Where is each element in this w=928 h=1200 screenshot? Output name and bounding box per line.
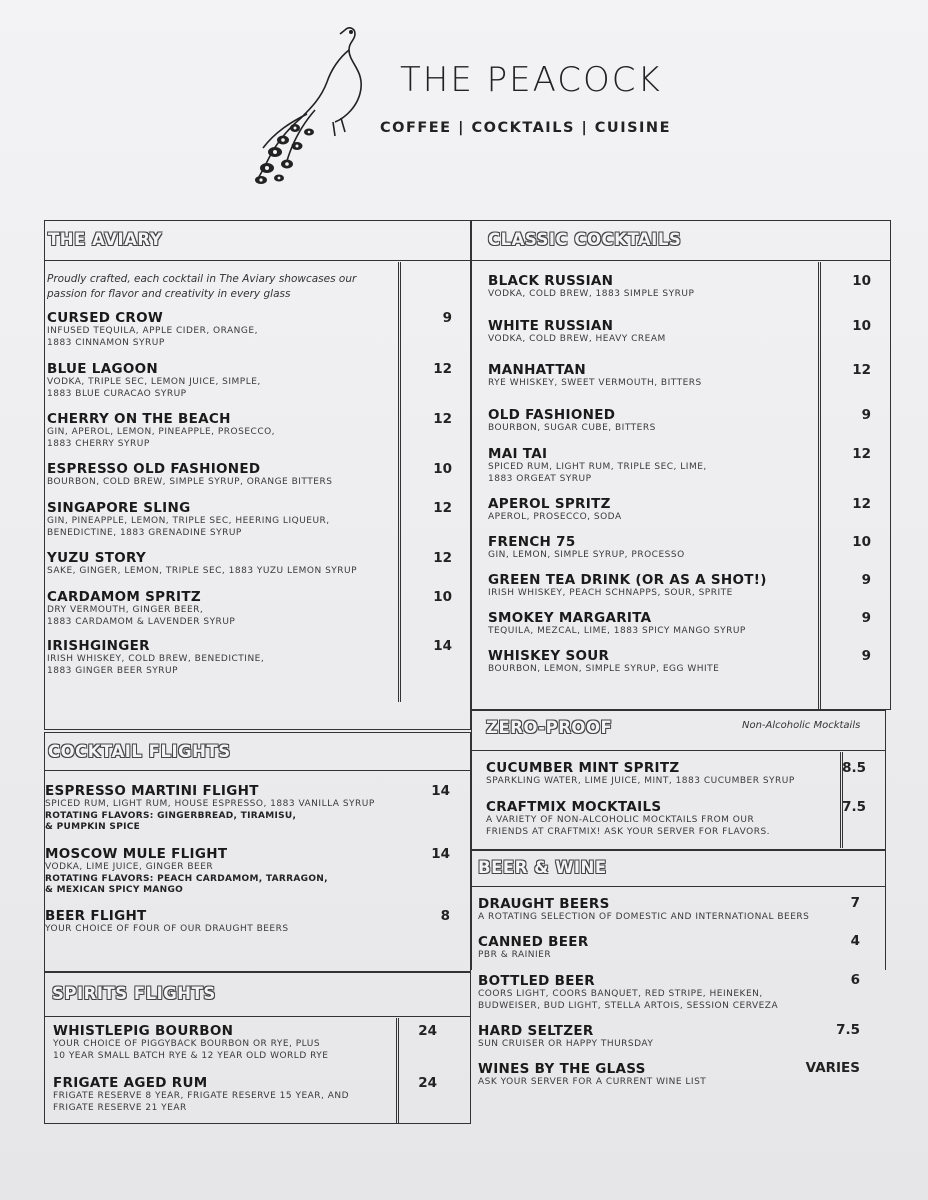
- item-description: A ROTATING SELECTION OF DOMESTIC AND INTERNATIONAL BEERS: [478, 912, 810, 922]
- item-price: 7.5: [836, 1022, 860, 1038]
- zero-proof-title: ZERO-PROOF: [486, 718, 613, 737]
- item-price: 12: [433, 550, 452, 566]
- menu-item: [488, 534, 685, 562]
- divider: [44, 1016, 471, 1017]
- item-description: GIN, APEROL, LEMON, PINEAPPLE, PROSECCO, 1883 CHERRY SYRUP: [47, 427, 276, 449]
- menu-item: [488, 572, 767, 600]
- item-description: INFUSED TEQUILA, APPLE CIDER, ORANGE, 1883 CINNAMON SYRUP: [47, 326, 258, 348]
- item-price: 14: [433, 638, 452, 654]
- item-price: 10: [852, 318, 871, 334]
- menu-item: [486, 799, 770, 838]
- item-description: APEROL, PROSECCO, SODA: [488, 512, 622, 522]
- item-description: IRISH WHISKEY, PEACH SCHNAPPS, SOUR, SPRITE: [488, 588, 733, 598]
- item-description: VODKA, COLD BREW, HEAVY CREAM: [488, 334, 666, 344]
- beer-wine-title: BEER & WINE: [478, 858, 607, 877]
- item-description: VODKA, COLD BREW, 1883 SIMPLE SYRUP: [488, 289, 695, 299]
- item-price: 7: [850, 895, 860, 911]
- item-name: CARDAMOM SPRITZ: [47, 589, 201, 605]
- item-price: 10: [852, 273, 871, 289]
- item-description: FRIGATE RESERVE 8 YEAR, FRIGATE RESERVE 15 YEAR, AND FRIGATE RESERVE 21 YEAR: [53, 1091, 350, 1113]
- menu-item: [488, 648, 719, 676]
- item-description: BOURBON, LEMON, SIMPLE SYRUP, EGG WHITE: [488, 664, 720, 674]
- item-name: WHISTLEPIG BOURBON: [53, 1023, 234, 1039]
- item-name: ESPRESSO OLD FASHIONED: [47, 461, 261, 477]
- item-description: A VARIETY OF NON-ALCOHOLIC MOCKTAILS FROM OUR FRIENDS AT CRAFTMIX! ASK YOUR SERVER FOR FLAVORS.: [486, 815, 771, 837]
- menu-item: [488, 610, 746, 638]
- divider: [44, 770, 471, 771]
- item-description: YOUR CHOICE OF FOUR OF OUR DRAUGHT BEERS: [45, 924, 289, 934]
- aviary-title: THE AVIARY: [48, 230, 163, 249]
- item-name: BOTTLED BEER: [478, 973, 595, 989]
- item-name: CANNED BEER: [478, 934, 589, 950]
- item-description: SPICED RUM, LIGHT RUM, TRIPLE SEC, LIME, 1883 ORGEAT SYRUP: [488, 462, 707, 484]
- item-name: APEROL SPRITZ: [488, 496, 611, 512]
- divider: [818, 262, 821, 710]
- menu-item: [45, 783, 375, 834]
- item-name: BLUE LAGOON: [47, 361, 158, 377]
- brand-name: THE PEACOCK: [400, 60, 662, 100]
- item-description: TEQUILA, MEZCAL, LIME, 1883 SPICY MANGO SYRUP: [488, 626, 746, 636]
- item-description: COORS LIGHT, COORS BANQUET, RED STRIPE, HEINEKEN, BUDWEISER, BUD LIGHT, STELLA ARTOIS, SESSION CERVEZA: [478, 989, 779, 1011]
- menu-item: [53, 1023, 328, 1062]
- item-description: RYE WHISKEY, SWEET VERMOUTH, BITTERS: [488, 378, 702, 388]
- item-name: IRISHGINGER: [47, 638, 150, 654]
- menu-item: [45, 908, 289, 936]
- menu-item: [47, 638, 264, 677]
- menu-item: [47, 500, 330, 539]
- item-name: WHISKEY SOUR: [488, 648, 610, 664]
- item-name: CUCUMBER MINT SPRITZ: [486, 760, 680, 776]
- classic-title: CLASSIC COCKTAILS: [488, 230, 682, 249]
- menu-item: [488, 362, 702, 390]
- zero-proof-note: Non-Alcoholic Mocktails: [742, 720, 861, 731]
- item-price: 10: [852, 534, 871, 550]
- item-name: HARD SELTZER: [478, 1023, 594, 1039]
- item-price: 12: [433, 411, 452, 427]
- item-price: 14: [431, 846, 450, 862]
- item-description: VODKA, LIME JUICE, GINGER BEER: [45, 862, 214, 872]
- menu-item: [486, 760, 795, 788]
- tagline: COFFEE | COCKTAILS | CUISINE: [380, 120, 671, 136]
- divider: [398, 262, 401, 702]
- item-price: 12: [433, 361, 452, 377]
- menu-item: [488, 496, 622, 524]
- item-price: 10: [433, 589, 452, 605]
- item-description: BOURBON, SUGAR CUBE, BITTERS: [488, 423, 656, 433]
- item-name: WHITE RUSSIAN: [488, 318, 614, 334]
- item-name: OLD FASHIONED: [488, 407, 616, 423]
- menu-item: [45, 846, 328, 897]
- item-name: CHERRY ON THE BEACH: [47, 411, 231, 427]
- item-description: SPARKLING WATER, LIME JUICE, MINT, 1883 CUCUMBER SYRUP: [486, 776, 795, 786]
- menu-item: [478, 1023, 653, 1051]
- menu-item: [478, 934, 589, 962]
- item-rotating-flavors: ROTATING FLAVORS: PEACH CARDAMOM, TARRAGON, & MEXICAN SPICY MANGO: [45, 873, 328, 895]
- item-name: MOSCOW MULE FLIGHT: [45, 846, 228, 862]
- item-price: 9: [861, 407, 871, 423]
- menu-item: [47, 461, 332, 489]
- item-description: ASK YOUR SERVER FOR A CURRENT WINE LIST: [478, 1077, 707, 1087]
- item-price: 8.5: [842, 760, 866, 776]
- item-name: BLACK RUSSIAN: [488, 273, 614, 289]
- item-name: DRAUGHT BEERS: [478, 896, 610, 912]
- item-description: VODKA, TRIPLE SEC, LEMON JUICE, SIMPLE, 1883 BLUE CURACAO SYRUP: [47, 377, 261, 399]
- item-price: 8: [440, 908, 450, 924]
- item-price: 12: [852, 362, 871, 378]
- item-name: ESPRESSO MARTINI FLIGHT: [45, 783, 259, 799]
- item-name: FRIGATE AGED RUM: [53, 1075, 208, 1091]
- item-description: GIN, PINEAPPLE, LEMON, TRIPLE SEC, HEERING LIQUEUR, BENEDICTINE, 1883 GRENADINE SYRUP: [47, 516, 330, 538]
- item-name: MAI TAI: [488, 446, 548, 462]
- item-name: YUZU STORY: [47, 550, 147, 566]
- divider: [471, 750, 886, 751]
- menu-item: [47, 589, 235, 628]
- item-price: 6: [850, 972, 860, 988]
- item-description: GIN, LEMON, SIMPLE SYRUP, PROCESSO: [488, 550, 685, 560]
- menu-item: [47, 361, 261, 400]
- item-price: VARIES: [805, 1060, 860, 1076]
- peacock-icon: [245, 22, 395, 187]
- item-name: CRAFTMIX MOCKTAILS: [486, 799, 662, 815]
- item-price: 9: [861, 648, 871, 664]
- item-price: 14: [431, 783, 450, 799]
- item-price: 7.5: [842, 799, 866, 815]
- item-description: SPICED RUM, LIGHT RUM, HOUSE ESPRESSO, 1883 VANILLA SYRUP: [45, 799, 375, 809]
- item-price: 10: [433, 461, 452, 477]
- item-price: 9: [861, 610, 871, 626]
- item-description: BOURBON, COLD BREW, SIMPLE SYRUP, ORANGE BITTERS: [47, 477, 333, 487]
- menu-item: [47, 411, 275, 450]
- menu-item: [478, 1061, 706, 1089]
- item-price: 12: [433, 500, 452, 516]
- item-name: GREEN TEA DRINK (OR AS A SHOT!): [488, 572, 767, 588]
- item-name: SINGAPORE SLING: [47, 500, 191, 516]
- item-description: IRISH WHISKEY, COLD BREW, BENEDICTINE, 1883 GINGER BEER SYRUP: [47, 654, 265, 676]
- menu-item: [53, 1075, 349, 1114]
- item-description: DRY VERMOUTH, GINGER BEER, 1883 CARDAMOM & LAVENDER SYRUP: [47, 605, 236, 627]
- menu-item: [488, 446, 707, 485]
- item-name: FRENCH 75: [488, 534, 576, 550]
- item-price: 12: [852, 446, 871, 462]
- menu-item: [47, 550, 357, 578]
- item-price: 24: [418, 1075, 437, 1091]
- item-price: 4: [850, 933, 860, 949]
- item-name: WINES BY THE GLASS: [478, 1061, 646, 1077]
- item-description: PBR & RAINIER: [478, 950, 552, 960]
- item-name: CURSED CROW: [47, 310, 164, 326]
- flights-title: COCKTAIL FLIGHTS: [48, 742, 231, 761]
- item-rotating-flavors: ROTATING FLAVORS: GINGERBREAD, TIRAMISU, & PUMPKIN SPICE: [45, 810, 297, 832]
- item-name: SMOKEY MARGARITA: [488, 610, 652, 626]
- menu-item: [488, 407, 656, 435]
- item-description: SAKE, GINGER, LEMON, TRIPLE SEC, 1883 YUZU LEMON SYRUP: [47, 566, 358, 576]
- menu-item: [478, 973, 778, 1012]
- aviary-intro: Proudly crafted, each cocktail in The Aviary showcases our passion for flavor and creativity in every glass: [47, 273, 357, 300]
- divider: [471, 886, 886, 887]
- item-price: 24: [418, 1023, 437, 1039]
- menu-item: [488, 273, 694, 301]
- item-name: MANHATTAN: [488, 362, 587, 378]
- item-description: SUN CRUISER OR HAPPY THURSDAY: [478, 1039, 654, 1049]
- menu-item: [478, 896, 809, 924]
- item-price: 9: [442, 310, 452, 326]
- item-price: 9: [861, 572, 871, 588]
- menu-item: [488, 318, 666, 346]
- item-description: YOUR CHOICE OF PIGGYBACK BOURBON OR RYE, PLUS 10 YEAR SMALL BATCH RYE & 12 YEAR OLD WORLD RYE: [53, 1039, 329, 1061]
- item-price: 12: [852, 496, 871, 512]
- divider: [396, 1018, 399, 1124]
- item-name: BEER FLIGHT: [45, 908, 147, 924]
- spirits-title: SPIRITS FLIGHTS: [52, 984, 216, 1003]
- menu-item: [47, 310, 258, 349]
